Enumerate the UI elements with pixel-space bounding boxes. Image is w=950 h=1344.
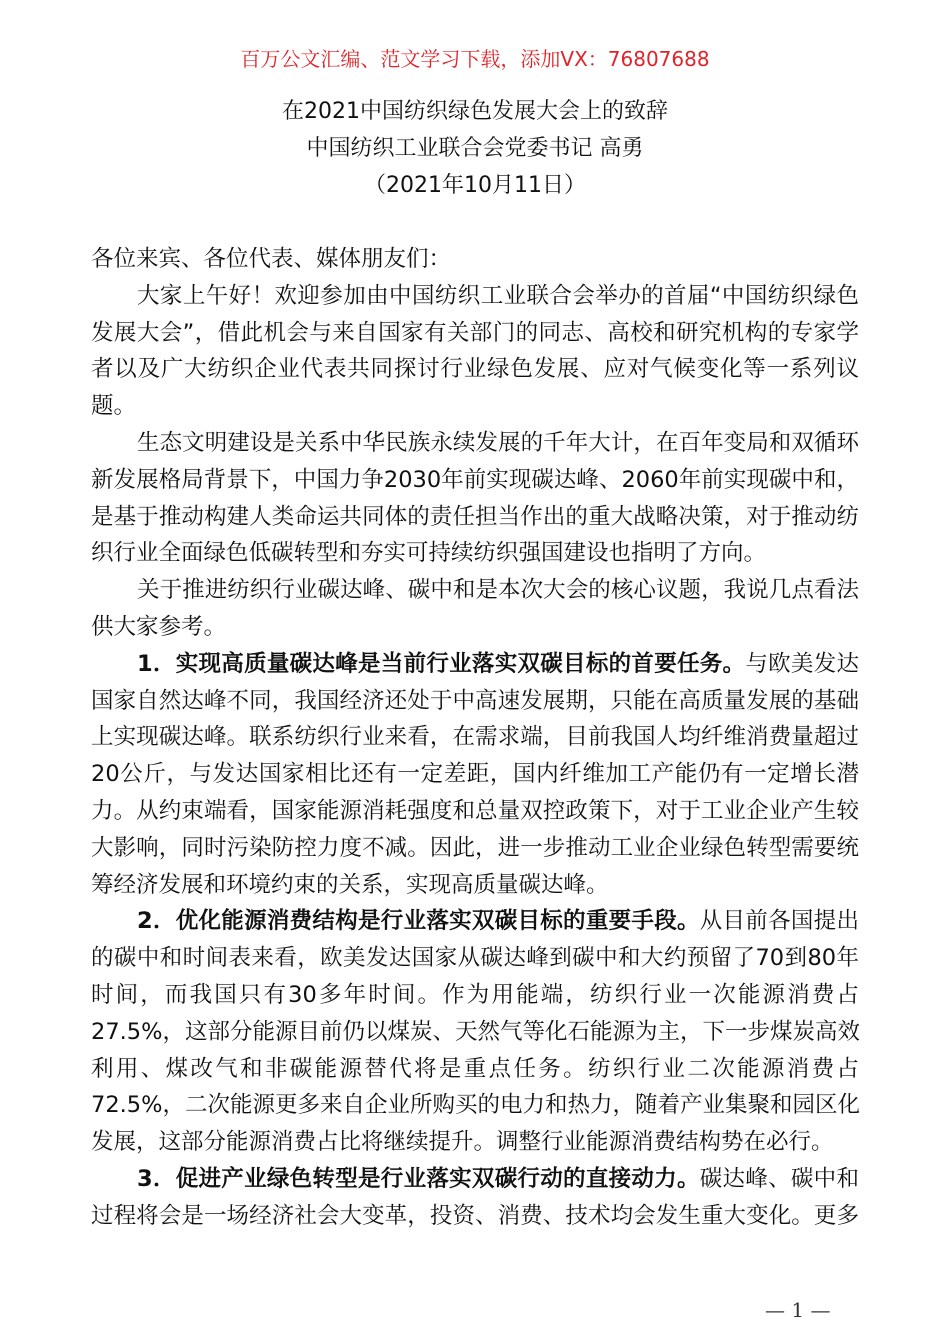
line-text: 各位来宾、各位代表、媒体朋友们： <box>91 246 452 272</box>
line-text: 从目前各国提出 <box>699 908 859 935</box>
paragraph-line <box>91 646 859 683</box>
paragraph-line <box>91 1124 859 1161</box>
line-text: 大影响，同时污染防控力度不减。因此，进一步推动工业企业绿色转型需要统 <box>91 834 859 861</box>
paragraph-line <box>91 462 859 499</box>
paragraph-line <box>91 940 859 977</box>
line-text: 国家自然达峰不同，我国经济还处于中高速发展期，只能在高质量发展的基础 <box>91 687 859 714</box>
paragraph <box>91 572 859 646</box>
line-text: 20公斤，与发达国家相比还有一定差距，国内纤维加工产能仍有一定增长潜 <box>91 761 859 788</box>
paragraph <box>91 646 859 904</box>
line-text: 的碳中和时间表来看，欧美发达国家从碳达峰到碳中和大约预留了70到80年 <box>91 945 859 972</box>
line-text: 27.5%，这部分能源目前仍以煤炭、天然气等化石能源为主，下一步煤炭高效 <box>91 1018 860 1045</box>
paragraph <box>91 903 859 1161</box>
line-text: 碳达峰、碳中和 <box>699 1165 859 1192</box>
paragraph-line <box>91 1014 859 1051</box>
paragraph-line <box>91 351 859 388</box>
line-text: 是基于推动构建人类命运共同体的责任担当作出的重大战略决策，对于推动纺 <box>91 503 859 530</box>
section-heading: 3．促进产业绿色转型是行业落实双碳行动的直接动力。 <box>137 1165 700 1192</box>
line-text: 时间，而我国只有30多年时间。作为用能端，纺织行业一次能源消费占 <box>91 981 859 1008</box>
line-text: 利用、煤改气和非碳能源替代将是重点任务。纺织行业二次能源消费占 <box>91 1055 859 1082</box>
line-text: 生态文明建设是关系中华民族永续发展的千年大计，在百年变局和双循环 <box>137 429 859 456</box>
page-number: — 1 — <box>765 1298 831 1322</box>
paragraph-line <box>91 241 859 278</box>
speaker-line: 中国纺织工业联合会党委书记 高勇 <box>306 136 644 161</box>
paragraph-line <box>91 1051 859 1088</box>
paragraph-line <box>91 425 859 462</box>
paragraph <box>91 425 859 572</box>
line-text: 与欧美发达 <box>745 650 859 677</box>
line-text: 供大家参考。 <box>91 613 227 640</box>
line-text: 过程将会是一场经济社会大变革，投资、消费、技术均会发生重大变化。更多 <box>91 1202 859 1229</box>
line-text: 织行业全面绿色低碳转型和夯实可持续纺织强国建设也指明了方向。 <box>91 540 767 567</box>
line-text: 72.5%，二次能源更多来自企业所购买的电力和热力，随着产业集聚和园区化 <box>91 1092 860 1119</box>
line-text: 者以及广大纺织企业代表共同探讨行业绿色发展、应对气候变化等一系列议 <box>91 356 859 383</box>
paragraph-line <box>91 719 859 756</box>
paragraph-line <box>91 903 859 940</box>
paragraph-line <box>91 683 859 720</box>
line-text: 发展，这部分能源消费占比将继续提升。调整行业能源消费结构势在必行。 <box>91 1129 834 1156</box>
paragraph-line <box>91 867 859 904</box>
paragraph-line <box>91 572 859 609</box>
date-line: （2021年10月11日） <box>364 173 586 198</box>
paragraph <box>91 241 859 278</box>
line-text: 筹经济发展和环境约束的关系，实现高质量碳达峰。 <box>91 871 609 898</box>
document-body <box>91 241 859 1235</box>
paragraph-line <box>91 609 859 646</box>
watermark-banner: 百万公文汇编、范文学习下载，添加VX：76807688 <box>240 47 710 71</box>
paragraph-line <box>91 278 859 315</box>
paragraph-line <box>91 499 859 536</box>
section-heading: 1．实现高质量碳达峰是当前行业落实双碳目标的首要任务。 <box>137 650 746 677</box>
paragraph-line <box>91 756 859 793</box>
line-text: 题。 <box>91 393 137 420</box>
paragraph <box>91 1161 859 1235</box>
paragraph-line <box>91 535 859 572</box>
paragraph-line <box>91 977 859 1014</box>
section-heading: 2．优化能源消费结构是行业落实双碳目标的重要手段。 <box>137 908 700 935</box>
paragraph-line <box>91 830 859 867</box>
line-text: 力。从约束端看，国家能源消耗强度和总量双控政策下，对于工业企业产生较 <box>91 797 859 824</box>
line-text: 发展大会”，借此机会与来自国家有关部门的同志、高校和研究机构的专家学 <box>91 319 859 346</box>
paragraph-line <box>91 1087 859 1124</box>
paragraph-line <box>91 793 859 830</box>
line-text: 大家上午好！欢迎参加由中国纺织工业联合会举办的首届“中国纺织绿色 <box>137 282 859 309</box>
line-text: 关于推进纺织行业碳达峰、碳中和是本次大会的核心议题，我说几点看法 <box>137 577 859 604</box>
paragraph-line <box>91 1198 859 1235</box>
line-text: 上实现碳达峰。联系纺织行业来看，在需求端，目前我国人均纤维消费量超过 <box>91 724 859 751</box>
document-title: 在2021中国纺织绿色发展大会上的致辞 <box>282 99 668 124</box>
paragraph-line <box>91 315 859 352</box>
paragraph-line <box>91 1161 859 1198</box>
paragraph <box>91 278 859 425</box>
line-text: 新发展格局背景下，中国力争2030年前实现碳达峰、2060年前实现碳中和， <box>91 466 859 493</box>
paragraph-line <box>91 388 859 425</box>
